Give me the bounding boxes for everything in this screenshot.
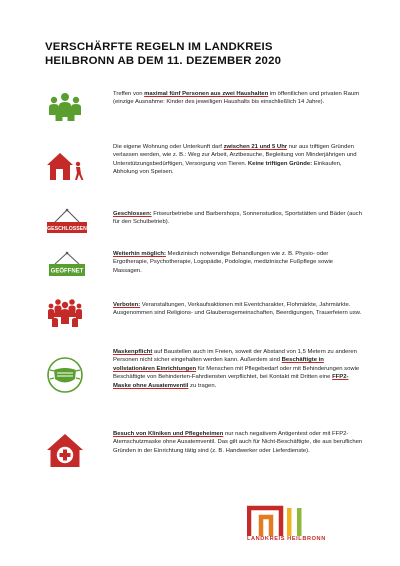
body-text: Einkaufen, Abholung von Speisen. [113,160,342,176]
body-text: Veranstaltungen, Verkaufsaktionen mit Eventcharakter, Flohmärkte, Jahrmärkte. Ausgenommen sind Religions- und Glaubensgemeinschaften, Beerdigungen, Trauerfeiern usw. [113,302,362,317]
body-text: zu tragen. [188,382,217,389]
rule-text [113,348,363,390]
rule-text [113,90,363,107]
body-text: für Menschen mit Pflegebedarf oder mit Behinderungen sowie Beschäftigte von Behinderten-Fahrdiensten verpflichtet, bei Kontakt mit Dritten eine [113,365,360,381]
rule-text [113,210,363,227]
highlight-text: Maskenpflicht [113,349,153,355]
body-text: Treffen von [113,91,145,97]
body-text: Medizinisch notwendige Behandlungen wie z. B. Physio- oder Ergotherapie, Psychotherapie, Logopädie, Podologie, medizinische Fußpflege sowie Massagen. [113,251,334,274]
highlight-text: Beschäftigte in vollstationären Einrichtungen [113,357,324,372]
highlight-text: Weiterhin möglich: [113,251,166,257]
rule-text [113,143,363,177]
page-title [45,40,365,68]
highlight-text: maximal fünf Personen aus zwei Haushalten [144,91,269,97]
open-sign-icon [43,248,87,288]
landkreis-heilbronn-logo [247,500,357,540]
open-sign-label: GEÖFFNET [50,268,84,275]
highlight-text: Verboten: [113,302,141,308]
title-line-1: VERSCHÄRFTE REGELN IM LANDKREIS [45,41,273,53]
closed-sign-icon [43,204,87,244]
house-leaving-icon [45,147,85,187]
group-people-icon [45,88,85,128]
rule-text [113,250,363,275]
title-line-2: HEILBRONN AB DEM 11. DEZEMBER 2020 [45,55,282,67]
body-text: im öffentlichen und privaten Raum (einzige Ausnahme: Kinder des jeweiligen Haushalts bis einschließlich 14 Jahre). [113,91,360,106]
highlight-text: zwischen 21 und 5 Uhr [223,144,288,150]
body-text: Die eigene Wohnung oder Unterkunft darf [113,144,224,150]
rule-text [113,301,363,318]
body-text: nur nach negativem Antigentest oder mit FFP2-Atemschutzmaske ohne Ausatemventil. Das gilt auch für Nicht-Beschäftigte, die aus beruflichen Gründen in der Einrichtung tätig sind (z. B. Handwerker oder Lieferdienste). [113,431,363,454]
logo-text: LANDKREIS HEILBRONN [247,536,326,542]
closed-sign-label: GESCHLOSSEN [47,225,87,232]
crowd-icon [45,292,85,332]
highlight-text: Geschlossen: [113,211,152,217]
bold-text: Keine triftigen Gründe: [247,160,313,167]
face-mask-icon [45,355,85,395]
body-text: auf Baustellen auch im Freien, soweit der Abstand von 1,5 Metern zu anderen Personen nicht sicher eingehalten werden kann. Außerdem sind [113,349,357,364]
body-text: Friseurbetriebe und Barbershops, Sonnenstudios, Sportstätten und Bäder (auch für den Schulbetrieb). [113,211,362,226]
highlight-text: FFP2-Maske ohne Ausatemventil [113,374,349,389]
rule-text [113,430,363,455]
body-text: nur aus triftigen Gründen verlassen werden, wie z. B.: Weg zur Arbeit, Arztbesuche, Begleitung von Minderjährigen und Unterstützungsbedürftigen, Versorgung von Tieren. [113,144,357,167]
highlight-text: Besuch von Kliniken und Pflegeheimen [113,431,224,437]
hospital-house-icon [45,430,85,470]
